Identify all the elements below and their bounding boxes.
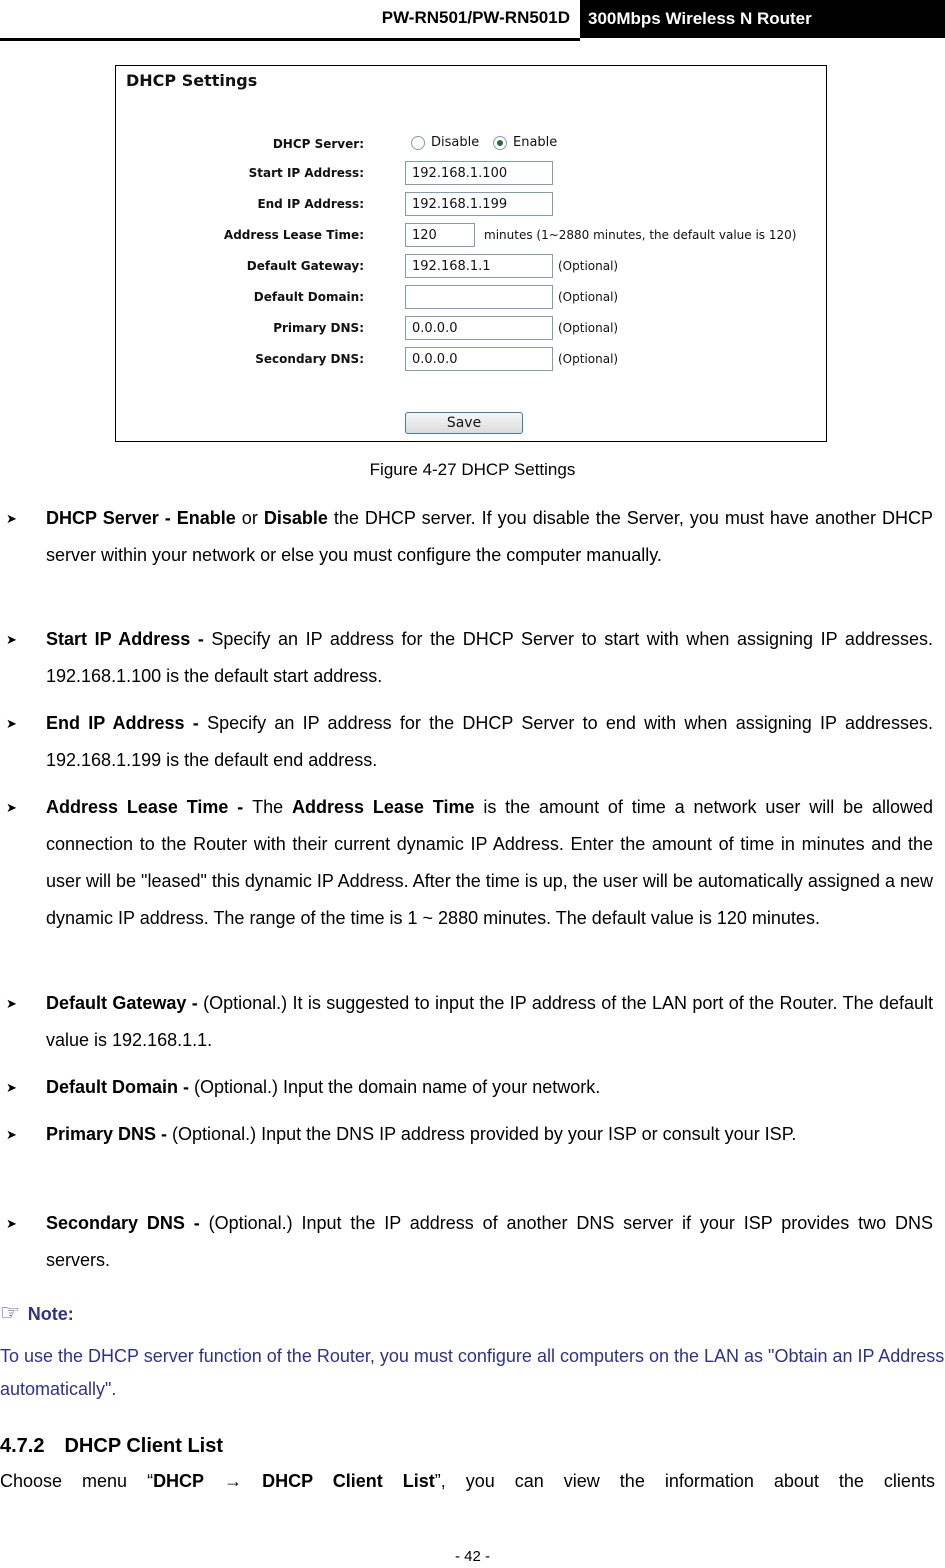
- save-button[interactable]: Save: [405, 412, 523, 434]
- list-item: [0, 500, 945, 574]
- arrow-bullet-icon: ➤: [6, 1080, 17, 1095]
- start-ip-label: Start IP Address:: [248, 166, 364, 180]
- list-item-text: Secondary DNS - (Optional.) Input the IP address of another DNS server if your ISP provides two DNS servers.: [46, 1213, 934, 1270]
- list-item: [0, 789, 945, 937]
- dhcp-settings-figure: [115, 65, 827, 442]
- list-item-text: End IP Address - Specify an IP address for the DHCP Server to end with when assigning IP addresses. 192.168.1.199 is the default end address.: [46, 713, 933, 770]
- default-gateway-input[interactable]: 192.168.1.1: [405, 254, 553, 278]
- start-ip-input[interactable]: 192.168.1.100: [405, 161, 553, 185]
- list-item-text: Default Domain - (Optional.) Input the domain name of your network.: [46, 1077, 601, 1097]
- default-domain-input[interactable]: [405, 285, 553, 309]
- primary-dns-row: [116, 316, 826, 342]
- default-domain-hint: (Optional): [558, 290, 619, 304]
- pointing-hand-icon: ☞: [0, 1300, 20, 1325]
- arrow-bullet-icon: ➤: [6, 632, 17, 647]
- section-heading: [0, 1435, 223, 1458]
- arrow-right-icon: →: [224, 1471, 243, 1491]
- list-item-text: Address Lease Time - The Address Lease Time is the amount of time a network user will be allowed connection to the Router with their current dynamic IP Address. Enter the amount of time in minutes and the user will be "leased" this dynamic IP Address. After the time is up, the user will be automatically assigned a new dynamic IP address. The range of the time is 1 ~ 2880 minutes. The default value is 120 minutes.: [46, 797, 933, 928]
- lease-time-label: Address Lease Time:: [223, 228, 364, 242]
- default-gateway-hint: (Optional): [558, 259, 619, 273]
- primary-dns-input[interactable]: 0.0.0.0: [405, 316, 553, 340]
- lease-time-input[interactable]: 120: [405, 223, 475, 247]
- list-item-text: DHCP Server - Enable or Disable the DHCP server. If you disable the Server, you must have another DHCP server within your network or else you must configure the computer manually.: [46, 508, 934, 565]
- menu-instruction: Choose menu “DHCP → DHCP Client List”, you can view the information about the clients: [0, 1471, 935, 1491]
- primary-dns-hint: (Optional): [558, 321, 619, 335]
- dhcp-server-row: [116, 132, 826, 158]
- lease-time-row: [116, 223, 826, 249]
- disable-radio[interactable]: [411, 136, 425, 150]
- page-number: - 42 -: [454, 1548, 490, 1565]
- primary-dns-label: Primary DNS:: [273, 321, 364, 335]
- list-item: [0, 1116, 945, 1153]
- section-title: DHCP Client List: [64, 1435, 224, 1457]
- section-number: 4.7.2: [0, 1435, 45, 1457]
- enable-radio-label: Enable: [513, 135, 558, 150]
- header-rule: [0, 38, 580, 41]
- default-gateway-row: [116, 254, 826, 280]
- disable-radio-label: Disable: [431, 135, 480, 150]
- arrow-bullet-icon: ➤: [6, 996, 17, 1011]
- list-item-text: Primary DNS - (Optional.) Input the DNS IP address provided by your ISP or consult your ISP.: [46, 1124, 797, 1144]
- note-heading: [0, 1300, 74, 1326]
- secondary-dns-row: [116, 347, 826, 373]
- arrow-bullet-icon: ➤: [6, 511, 17, 526]
- list-item-text: Start IP Address - Specify an IP address for the DHCP Server to start with when assigning IP addresses. 192.168.1.100 is the default start address.: [46, 629, 933, 686]
- start-ip-row: [116, 161, 826, 187]
- end-ip-input[interactable]: 192.168.1.199: [405, 192, 553, 216]
- default-gateway-label: Default Gateway:: [246, 259, 364, 273]
- list-item: [0, 621, 945, 695]
- arrow-bullet-icon: ➤: [6, 1216, 17, 1231]
- list-item: [0, 1205, 945, 1279]
- lease-time-hint: minutes (1~2880 minutes, the default value is 120): [484, 228, 797, 242]
- list-item: [0, 705, 945, 779]
- secondary-dns-label: Secondary DNS:: [255, 352, 364, 366]
- secondary-dns-hint: (Optional): [558, 352, 619, 366]
- arrow-bullet-icon: ➤: [6, 716, 17, 731]
- note-text: To use the DHCP server function of the Router, you must configure all computers on the LAN as "Obtain an IP Address automatically".: [0, 1346, 945, 1399]
- default-domain-label: Default Domain:: [253, 290, 364, 304]
- header-product: 300Mbps Wireless N Router: [580, 0, 945, 38]
- end-ip-label: End IP Address:: [257, 197, 364, 211]
- arrow-bullet-icon: ➤: [6, 800, 17, 815]
- note-label: Note:: [27, 1304, 74, 1324]
- arrow-bullet-icon: ➤: [6, 1127, 17, 1142]
- figure-title: DHCP Settings: [126, 71, 258, 90]
- end-ip-row: [116, 192, 826, 218]
- dhcp-server-label: DHCP Server:: [272, 137, 364, 151]
- header-model: PW-RN501/PW-RN501D: [381, 8, 570, 27]
- default-domain-row: [116, 285, 826, 311]
- secondary-dns-input[interactable]: 0.0.0.0: [405, 347, 553, 371]
- enable-radio[interactable]: [493, 136, 507, 150]
- figure-caption: Figure 4-27 DHCP Settings: [369, 460, 576, 479]
- list-item: [0, 985, 945, 1059]
- list-item-text: Default Gateway - (Optional.) It is suggested to input the IP address of the LAN port of the Router. The default value is 192.168.1.1.: [46, 993, 933, 1050]
- list-item: [0, 1069, 945, 1106]
